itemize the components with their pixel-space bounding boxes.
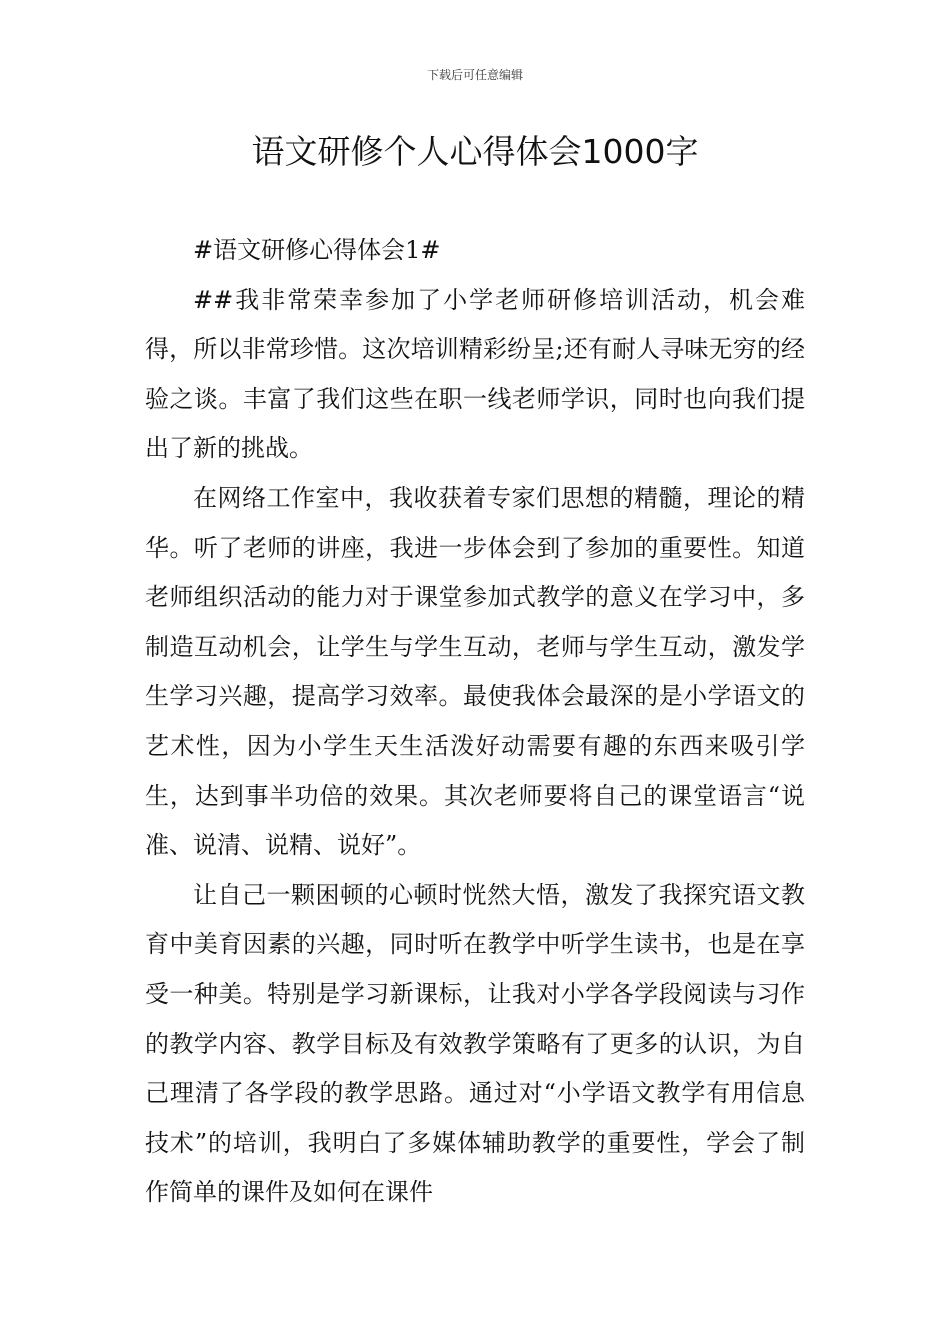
paragraph: 让自己一颗困顿的心顿时恍然大悟，激发了我探究语文教育中美育因素的兴趣，同时听在教学中听学生读书，也是在享受一种美。特别是学习新课标，让我对小学各学段阅读与习作的教学内容、教学目标及有效教学策略有了更多的认识，为自己理清了各学段的教学思路。通过对“小学语文教学有用信息技术”的培训，我明白了多媒体辅助教学的重要性，学会了制作简单的课件及如何在课件 xyxy=(145,880,805,1207)
document-body xyxy=(145,226,805,1218)
header-note: 下载后可任意编辑 xyxy=(426,68,523,82)
section-heading: #语文研修心得体会1# xyxy=(193,236,441,264)
document-title: 语文研修个人心得体会1000字 xyxy=(251,132,699,171)
paragraph: ##我非常荣幸参加了小学老师研修培训活动，机会难得，所以非常珍惜。这次培训精彩纷呈;还有耐人寻味无穷的经验之谈。丰富了我们这些在职一线老师学识，同时也向我们提出了新的挑战。 xyxy=(145,285,805,463)
paragraph: 在网络工作室中，我收获着专家们思想的精髓，理论的精华。听了老师的讲座，我进一步体会到了参加的重要性。知道老师组织活动的能力对于课堂参加式教学的意义在学习中，多制造互动机会，让学生与学生互动，老师与学生互动，激发学生学习兴趣，提高学习效率。最使我体会最深的是小学语文的艺术性，因为小学生天生活泼好动需要有趣的东西来吸引学生，达到事半功倍的效果。其次老师要将自己的课堂语言“说准、说清、说精、说好”。 xyxy=(145,483,805,860)
